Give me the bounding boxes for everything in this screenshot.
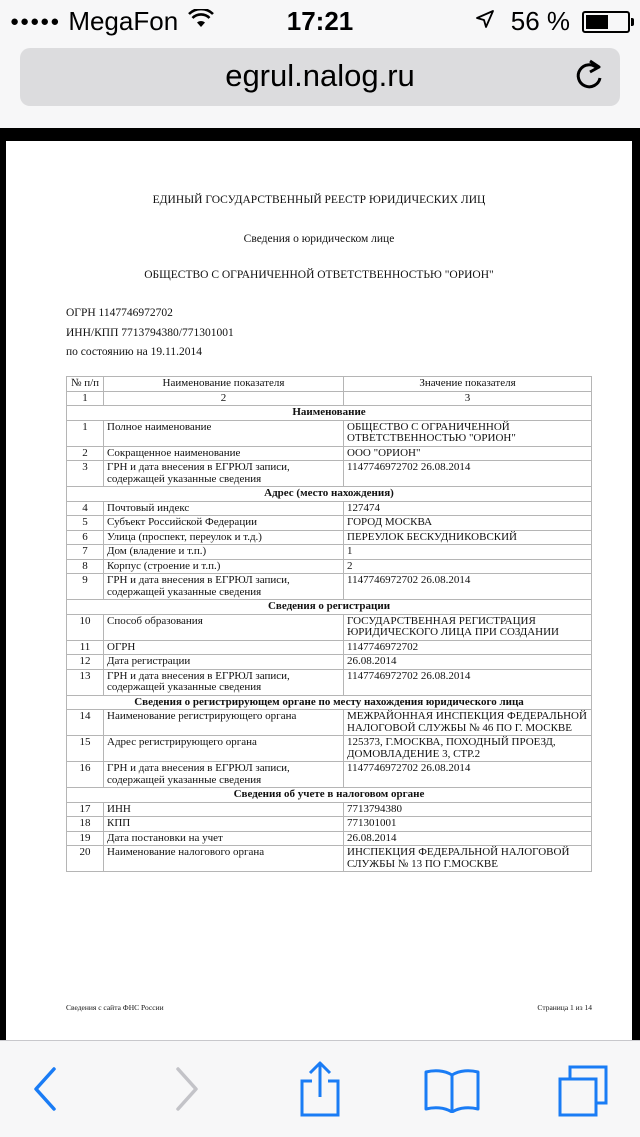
row-number: 17: [67, 802, 104, 817]
row-number: 15: [67, 736, 104, 762]
section-header-row: [67, 788, 592, 803]
register-heading: ЕДИНЫЙ ГОСУДАРСТВЕННЫЙ РЕЕСТР ЮРИДИЧЕСКИХ ЛИЦ: [152, 194, 486, 206]
pdf-viewer[interactable]: [0, 128, 640, 1040]
url-text[interactable]: egrul.nalog.ru: [225, 58, 415, 93]
location-arrow-icon: [475, 9, 495, 35]
indicator-name: Сокращенное наименование: [104, 446, 344, 461]
table-column-number-row: [67, 391, 592, 406]
table-row: [67, 802, 592, 817]
row-number: 10: [67, 614, 104, 640]
table-row: [67, 420, 592, 446]
column-number-1: 1: [67, 391, 104, 406]
signal-strength-icon: ●●●●●: [10, 13, 61, 30]
ogrn-line: ОГРН 1147746972702: [66, 307, 173, 319]
table-row: [67, 461, 592, 487]
row-number: 1: [67, 420, 104, 446]
indicator-name: ГРН и дата внесения в ЕГРЮЛ записи, содержащей указанные сведения: [104, 574, 344, 600]
register-subheading: Сведения о юридическом лице: [243, 233, 395, 245]
section-header-row: [67, 695, 592, 710]
table-row: [67, 545, 592, 560]
indicator-name: ГРН и дата внесения в ЕГРЮЛ записи, содержащей указанные сведения: [104, 461, 344, 487]
indicator-value: ООО "ОРИОН": [344, 446, 592, 461]
indicator-name: Улица (проспект, переулок и т.д.): [104, 530, 344, 545]
section-title: Сведения о регистрирующем органе по месту нахождения юридического лица: [67, 695, 592, 710]
address-bar[interactable]: [20, 48, 620, 106]
table-row: [67, 736, 592, 762]
share-button[interactable]: [298, 1061, 342, 1117]
bookmarks-button[interactable]: [424, 1067, 480, 1113]
column-number-2: 2: [104, 391, 344, 406]
table-row: [67, 446, 592, 461]
column-header-value: Значение показателя: [344, 377, 592, 392]
indicator-name: КПП: [104, 817, 344, 832]
table-row: [67, 655, 592, 670]
carrier-name: MegaFon: [68, 6, 179, 36]
page-footer-number: Страница 1 из 14: [537, 1003, 592, 1012]
status-time: 17:21: [286, 6, 354, 36]
row-number: 13: [67, 669, 104, 695]
table-row: [67, 831, 592, 846]
section-header-row: [67, 600, 592, 615]
indicator-name: ГРН и дата внесения в ЕГРЮЛ записи, содержащей указанные сведения: [104, 762, 344, 788]
table-row: [67, 640, 592, 655]
indicator-value: ИНСПЕКЦИЯ ФЕДЕРАЛЬНОЙ НАЛОГОВОЙ СЛУЖБЫ № 13 ПО Г.МОСКВЕ: [344, 846, 592, 872]
pdf-page: [6, 141, 632, 1043]
row-number: 3: [67, 461, 104, 487]
row-number: 2: [67, 446, 104, 461]
indicator-name: ИНН: [104, 802, 344, 817]
section-title: Адрес (место нахождения): [67, 487, 592, 502]
indicator-name: Наименование регистрирующего органа: [104, 710, 344, 736]
indicator-name: Дом (владение и т.п.): [104, 545, 344, 560]
table-row: [67, 817, 592, 832]
row-number: 6: [67, 530, 104, 545]
forward-button[interactable]: [172, 1065, 202, 1113]
address-bar-area: [0, 40, 640, 129]
share-icon: [298, 1061, 342, 1117]
book-icon: [424, 1067, 480, 1113]
table-row: [67, 530, 592, 545]
chevron-right-icon: [172, 1065, 202, 1113]
row-number: 4: [67, 501, 104, 516]
reload-icon[interactable]: [574, 58, 604, 101]
indicator-name: ОГРН: [104, 640, 344, 655]
register-table: [66, 376, 592, 872]
table-row: [67, 559, 592, 574]
section-title: Сведения об учете в налоговом органе: [67, 788, 592, 803]
indicator-value: ГОСУДАРСТВЕННАЯ РЕГИСТРАЦИЯ ЮРИДИЧЕСКОГО ЛИЦА ПРИ СОЗДАНИИ: [344, 614, 592, 640]
battery-level-fill: [586, 15, 608, 29]
table-header-row: [67, 377, 592, 392]
organization-name: ОБЩЕСТВО С ОГРАНИЧЕННОЙ ОТВЕТСТВЕННОСТЬЮ "ОРИОН": [144, 269, 494, 281]
section-header-row: [67, 406, 592, 421]
table-row: [67, 669, 592, 695]
indicator-value: 1147746972702 26.08.2014: [344, 762, 592, 788]
row-number: 7: [67, 545, 104, 560]
indicator-value: 26.08.2014: [344, 831, 592, 846]
indicator-value: 26.08.2014: [344, 655, 592, 670]
indicator-value: 1147746972702 26.08.2014: [344, 669, 592, 695]
row-number: 14: [67, 710, 104, 736]
battery-icon: [582, 11, 630, 33]
indicator-value: 771301001: [344, 817, 592, 832]
tabs-button[interactable]: [558, 1065, 608, 1117]
chevron-left-icon: [30, 1065, 60, 1113]
indicator-name: Наименование налогового органа: [104, 846, 344, 872]
status-right: [475, 6, 630, 37]
table-row: [67, 574, 592, 600]
row-number: 19: [67, 831, 104, 846]
indicator-name: ГРН и дата внесения в ЕГРЮЛ записи, содержащей указанные сведения: [104, 669, 344, 695]
row-number: 20: [67, 846, 104, 872]
section-header-row: [67, 487, 592, 502]
indicator-value: 1: [344, 545, 592, 560]
section-title: Наименование: [67, 406, 592, 421]
row-number: 18: [67, 817, 104, 832]
table-body: [67, 406, 592, 872]
table-row: [67, 614, 592, 640]
indicator-name: Адрес регистрирующего органа: [104, 736, 344, 762]
indicator-value: 1147746972702: [344, 640, 592, 655]
row-number: 12: [67, 655, 104, 670]
indicator-name: Почтовый индекс: [104, 501, 344, 516]
indicator-name: Способ образования: [104, 614, 344, 640]
indicator-value: ПЕРЕУЛОК БЕСКУДНИКОВСКИЙ: [344, 530, 592, 545]
row-number: 16: [67, 762, 104, 788]
battery-percent: 56 %: [510, 6, 570, 36]
indicator-name: Полное наименование: [104, 420, 344, 446]
indicator-name: Субъект Российской Федерации: [104, 516, 344, 531]
row-number: 9: [67, 574, 104, 600]
table-row: [67, 501, 592, 516]
indicator-value: 7713794380: [344, 802, 592, 817]
indicator-value: 2: [344, 559, 592, 574]
as-of-date-line: по состоянию на 19.11.2014: [66, 346, 202, 358]
status-bar: [0, 0, 640, 40]
section-title: Сведения о регистрации: [67, 600, 592, 615]
table-row: [67, 846, 592, 872]
bottom-toolbar: [0, 1040, 640, 1137]
tabs-icon: [558, 1065, 608, 1117]
table-row: [67, 762, 592, 788]
back-button[interactable]: [30, 1065, 60, 1113]
indicator-value: ОБЩЕСТВО С ОГРАНИЧЕННОЙ ОТВЕТСТВЕННОСТЬЮ "ОРИОН": [344, 420, 592, 446]
indicator-value: 127474: [344, 501, 592, 516]
indicator-name: Корпус (строение и т.п.): [104, 559, 344, 574]
indicator-value: 125373, Г.МОСКВА, ПОХОДНЫЙ ПРОЕЗД, ДОМОВЛАДЕНИЕ 3, СТР.2: [344, 736, 592, 762]
indicator-name: Дата постановки на учет: [104, 831, 344, 846]
column-header-indicator: Наименование показателя: [104, 377, 344, 392]
indicator-value: 1147746972702 26.08.2014: [344, 461, 592, 487]
table-row: [67, 710, 592, 736]
indicator-value: ГОРОД МОСКВА: [344, 516, 592, 531]
inn-kpp-line: ИНН/КПП 7713794380/771301001: [66, 327, 234, 339]
indicator-name: Дата регистрации: [104, 655, 344, 670]
row-number: 8: [67, 559, 104, 574]
column-number-3: 3: [344, 391, 592, 406]
column-header-number: № п/п: [67, 377, 104, 392]
row-number: 11: [67, 640, 104, 655]
row-number: 5: [67, 516, 104, 531]
indicator-value: МЕЖРАЙОННАЯ ИНСПЕКЦИЯ ФЕДЕРАЛЬНОЙ НАЛОГОВОЙ СЛУЖБЫ № 46 ПО Г. МОСКВЕ: [344, 710, 592, 736]
page-footer-source: Сведения с сайта ФНС России: [66, 1003, 164, 1012]
indicator-value: 1147746972702 26.08.2014: [344, 574, 592, 600]
table-row: [67, 516, 592, 531]
